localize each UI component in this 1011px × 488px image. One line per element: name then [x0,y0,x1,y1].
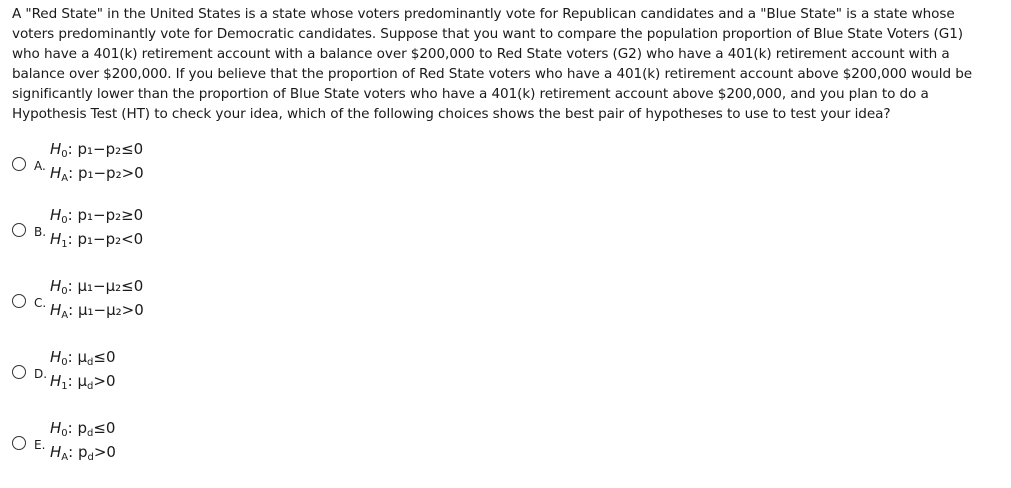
choice-d[interactable] [12,348,412,398]
radio-button-b[interactable] [12,223,26,237]
alternative-hypothesis: $H_A$: μ₁−μ₂>0 [50,301,144,321]
choice-letter: C. [34,296,47,310]
radio-button-d[interactable] [12,365,26,379]
choice-letter: B. [34,225,47,239]
choice-letter: E. [34,438,46,452]
null-hypothesis: $H_0$: p₁−p₂≥0 [50,206,144,226]
choice-letter: A. [34,159,46,173]
choice-letter: D. [34,367,48,381]
null-hypothesis: $H_0$: μ₁−μ₂≤0 [50,277,144,297]
choice-a[interactable] [12,140,412,190]
alternative-hypothesis: $H_A$: $p_d>0$ [50,443,116,463]
radio-button-a[interactable] [12,157,26,171]
null-hypothesis: $H_0$: $\mu_d\le 0$ [50,348,116,368]
alternative-hypothesis: $H_A$: p₁−p₂>0 [50,164,144,184]
choice-b[interactable] [12,206,412,256]
question-text: A "Red State" in the United States is a state whose voters predominantly vote for Republican candidates and a "Blue State" is a state whose voters predominantly vote for Democratic candidates. Suppose that you want to compare the population proportion of Blue State Voters (G1) who have a 401(k) retirement account with a balance over $200,000 to Red State voters (G2) who have a 401(k) retirement account with a balance over $200,000. If you believe that the proportion of Red State voters who have a 401(k) retirement account above $200,000 would be significantly lower than the proportion of Blue State voters who have a 401(k) retirement account above $200,000, and you plan to do a Hypothesis Test (HT) to check your idea, which of the following choices shows the best pair of hypotheses to use to test your idea? [12,6,973,122]
choice-e[interactable] [12,419,412,469]
alternative-hypothesis: $H_1$: p₁−p₂<0 [50,230,144,250]
alternative-hypothesis: $H_1$: $\mu_d>0$ [50,372,116,392]
choice-c[interactable] [12,277,412,327]
radio-button-c[interactable] [12,294,26,308]
null-hypothesis: $H_0$: p₁−p₂≤0 [50,140,144,160]
radio-button-e[interactable] [12,436,26,450]
null-hypothesis: $H_0$: $p_d\le 0$ [50,419,116,439]
